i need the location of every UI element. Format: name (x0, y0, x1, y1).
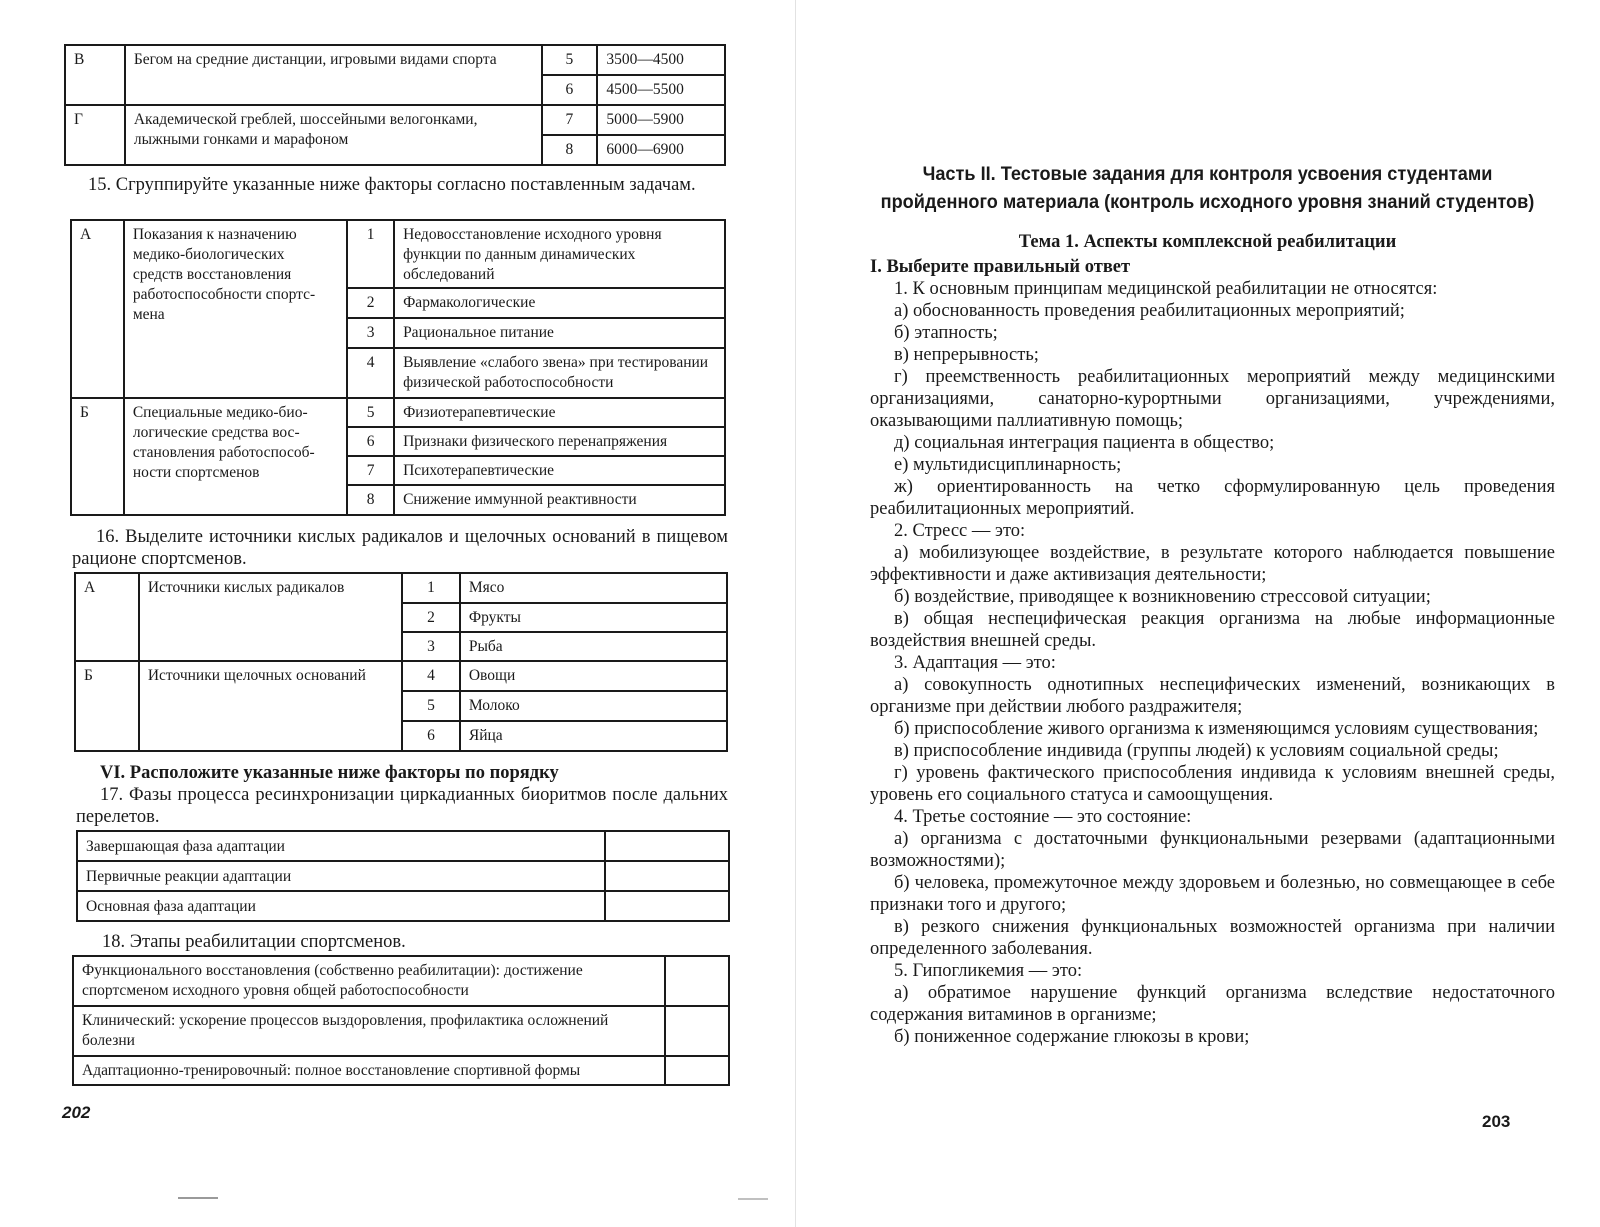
answer-cell[interactable] (605, 861, 729, 891)
answer-option: а) обратимое нарушение функций организма вследствие недостаточного содержания витаминов в организме; (870, 983, 1555, 1025)
table-row-number: 8 (542, 135, 598, 165)
table-row-number: 3 (402, 632, 460, 661)
answer-cell[interactable] (665, 1056, 729, 1085)
table-row-number: 1 (402, 573, 460, 603)
table-row-value: 5000—5900 (597, 105, 725, 135)
answer-option: в) общая неспецифическая реакция организма на любые информационные воздействия внешней среды. (870, 609, 1555, 651)
table-row-number: 2 (347, 288, 394, 318)
table-row-number: 5 (542, 45, 598, 75)
table-row-number: 4 (402, 661, 460, 691)
table-row-item: Снижение иммунной реактивности (394, 485, 725, 515)
table-row-letter: Б (75, 661, 139, 751)
page-number-right: 203 (1482, 1112, 1511, 1131)
table-row-number: 7 (542, 105, 598, 135)
answer-option: б) этапность; (894, 323, 998, 343)
table-row-value: 4500—5500 (597, 75, 725, 105)
question-17: 17. Фазы процесса ресинхронизации циркадианных биоритмов после дальних перелетов. (76, 785, 728, 827)
table-row-desc: Показания к назначению медико-биологических средств восстановления работоспособности спортсмена (124, 220, 347, 398)
answer-option: в) непрерывность; (894, 345, 1039, 365)
answer-option: а) мобилизующее воздействие, в результате которого наблюдается повышение эффективности и даже активизация деятельности; (870, 543, 1555, 585)
table-row-item: Клинический: ускорение процессов выздоровления, профилактика осложнений болезни (73, 1006, 665, 1056)
answer-cell[interactable] (605, 891, 729, 921)
table-row-item: Молоко (460, 691, 727, 721)
table-row-letter: Б (71, 398, 124, 515)
table-row-number: 7 (347, 456, 394, 485)
table-row-number: 3 (347, 318, 394, 348)
table-row-desc: Академической греблей, шоссейными велогонками, лыжными гонками и марафоном (125, 105, 542, 165)
question-text: 4. Третье состояние — это состояние: (894, 807, 1192, 827)
table-row-item: Фрукты (460, 603, 727, 632)
table-row-item: Признаки физического перенапряжения (394, 427, 725, 456)
table-17 (76, 830, 730, 922)
answer-option: а) обоснованность проведения реабилитационных мероприятий; (894, 301, 1405, 321)
answer-option: а) совокупность однотипных неспецифических изменений, возникающих в организме при действии любого раздражителя; (870, 675, 1555, 717)
table-row-value: 6000—6900 (597, 135, 725, 165)
table-row-item: Овощи (460, 661, 727, 691)
answer-option: б) человека, промежуточное между здоровьем и болезнью, но совмещающее в себе признаки того и другого; (870, 873, 1555, 915)
scan-edge-mark (178, 1197, 218, 1199)
table-row-number: 5 (402, 691, 460, 721)
table-row-number: 2 (402, 603, 460, 632)
answer-option: д) социальная интеграция пациента в общество; (894, 433, 1275, 453)
table-row-item: Завершающая фаза адаптации (77, 831, 605, 861)
table-row-desc: Специальные медико-биологические средства восстановления работоспособности спортсменов (124, 398, 347, 515)
table-row-item: Адаптационно-тренировочный: полное восстановление спортивной формы (73, 1056, 665, 1085)
table-row-letter: А (75, 573, 139, 661)
question-text: 5. Гипогликемия — это: (894, 961, 1083, 981)
table-row-item: Психотерапевтические (394, 456, 725, 485)
table-18 (72, 955, 730, 1086)
table-row-letter: Г (65, 105, 125, 165)
table-row-number: 1 (347, 220, 394, 288)
table-row-item: Основная фаза адаптации (77, 891, 605, 921)
table-16 (74, 572, 728, 752)
table-row-item: Недовосстановление исходного уровня функции по данным динамических обследований (394, 220, 725, 288)
table-row-letter: А (71, 220, 124, 398)
scan-edge-mark (738, 1198, 768, 1200)
section-6-heading: VI. Расположите указанные ниже факторы по порядку (100, 763, 559, 783)
question-text: 2. Стресс — это: (894, 521, 1026, 541)
table-row-item: Рациональное питание (394, 318, 725, 348)
table-row-number: 6 (542, 75, 598, 105)
page-number-left: 202 (62, 1103, 91, 1122)
table-row-desc: Бегом на средние дистанции, игровыми видами спорта (125, 45, 542, 105)
answer-cell[interactable] (665, 956, 729, 1006)
table-row-item: Рыба (460, 632, 727, 661)
question-18: 18. Этапы реабилитации спортсменов. (102, 932, 406, 952)
answer-option: б) приспособление живого организма к изменяющимся условиям существования; (894, 719, 1539, 739)
answer-option: е) мультидисциплинарность; (894, 455, 1122, 475)
answer-option: б) пониженное содержание глюкозы в крови; (894, 1027, 1250, 1047)
table-row-number: 6 (347, 427, 394, 456)
table-row-item: Функционального восстановления (собственно реабилитации): достижение спортсменом исходного уровня общей работоспособности (73, 956, 665, 1006)
answer-option: б) воздействие, приводящее к возникновению стрессовой ситуации; (894, 587, 1431, 607)
section-1-heading: I. Выберите правильный ответ (870, 257, 1131, 277)
table-row-desc: Источники щелочных оснований (139, 661, 402, 751)
table-row-item: Яйца (460, 721, 727, 751)
table-row-item: Первичные реакции адаптации (77, 861, 605, 891)
answer-option: г) уровень фактического приспособления индивида к условиям внешней среды, уровень его социального статуса и самоощущения. (870, 763, 1555, 805)
table-row-number: 8 (347, 485, 394, 515)
table-row-number: 5 (347, 398, 394, 427)
table-row-item: Фармакологические (394, 288, 725, 318)
answer-option: в) резкого снижения функциональных возможностей организма при наличии определенного заболевания. (870, 917, 1555, 959)
question-16: 16. Выделите источники кислых радикалов и щелочных оснований в пищевом рационе спортсменов. (72, 527, 728, 569)
table-15 (70, 219, 726, 516)
table-row-item: Физиотерапевтические (394, 398, 725, 427)
questions-block (870, 256, 1555, 1048)
table-row-desc: Источники кислых радикалов (139, 573, 402, 661)
question-15: 15. Сгруппируйте указанные ниже факторы согласно поставленным задачам. (88, 175, 696, 195)
answer-option: а) организма с достаточными функциональными резервами (адаптационными возможностями); (870, 829, 1555, 871)
table-row-number: 4 (347, 348, 394, 398)
answer-option: г) преемственность реабилитационных мероприятий между медицинскими организациями, санаторно-курортными организациями, учреждениями, оказывающими паллиативную помощь; (870, 367, 1555, 431)
answer-cell[interactable] (665, 1006, 729, 1056)
table-row-item: Выявление «слабого звена» при тестировании физической работоспособности (394, 348, 725, 398)
answer-option: ж) ориентированность на четко сформулированную цель проведения реабилитационных мероприятий. (870, 477, 1555, 519)
part-title: Часть II. Тестовые задания для контроля усвоения студентами пройденного материала (контроль исходного уровня знаний студентов) (880, 163, 1535, 213)
book-gutter (795, 0, 796, 1227)
table-daily-energy (64, 44, 726, 166)
table-row-number: 6 (402, 721, 460, 751)
answer-cell[interactable] (605, 831, 729, 861)
question-text: 3. Адаптация — это: (894, 653, 1056, 673)
question-text: 1. К основным принципам медицинской реабилитации не относятся: (894, 279, 1438, 299)
answer-option: в) приспособление индивида (группы людей) к условиям социальной среды; (894, 741, 1499, 761)
topic-title: Тема 1. Аспекты комплексной реабилитации (1018, 232, 1397, 252)
table-row-value: 3500—4500 (597, 45, 725, 75)
table-row-letter: В (65, 45, 125, 105)
table-row-item: Мясо (460, 573, 727, 603)
